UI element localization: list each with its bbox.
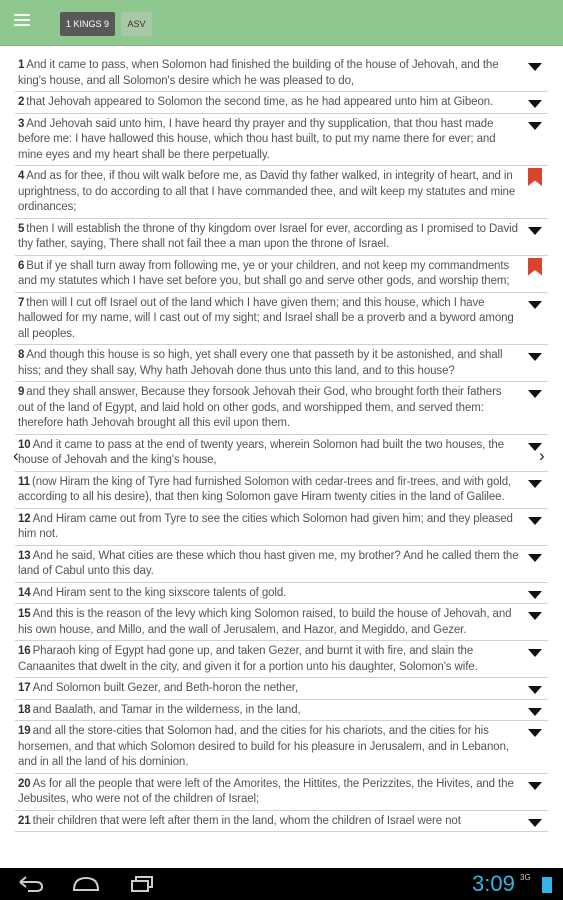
verse-row[interactable]	[15, 219, 548, 256]
expand-triangle-icon[interactable]	[528, 517, 542, 525]
verse-text: And this is the reason of the levy which king Solomon raised, to build the house of Jehovah, and his own house, and Millo, and the wall of Jerusalem, and Hazor, and Megiddo, and Gezer.	[18, 608, 512, 636]
verse-text: And Hiram sent to the king sixscore talents of gold.	[32, 586, 287, 599]
verse-number: 16	[18, 645, 31, 657]
verse-number: 10	[18, 438, 31, 451]
verse-number: 20	[18, 777, 31, 790]
verse-text: then I will establish the throne of thy kingdom over Israel for ever, according as I promised to David thy father, saying, There shall not fail thee a man upon the throne of Israel.	[18, 222, 518, 250]
verse-text: that Jehovah appeared to Solomon the second time, as he had appeared unto him at Gibeon.	[26, 96, 494, 108]
verse-text: And Hiram came out from Tyre to see the cities which Solomon had given him; and they pleased him not.	[18, 512, 513, 540]
verse-number: 15	[18, 608, 31, 620]
verse-text: And though this house is so high, yet shall every one that passeth by it be astonished, and shall hiss; and they shall say, Why hath Jehovah done thus unto this land, and to this house?	[18, 349, 503, 377]
home-icon[interactable]	[72, 876, 100, 892]
verse-row[interactable]	[15, 700, 548, 722]
verse-number: 2	[18, 96, 25, 108]
status-clock: 3:09	[472, 871, 515, 896]
verse-text: And it came to pass at the end of twenty years, wherein Solomon had built the two houses, the house of Jehovah and the king's house,	[18, 438, 505, 466]
verse-text: Pharaoh king of Egypt had gone up, and taken Gezer, and burnt it with fire, and slain the Canaanites that dwelt in the city, and given it for a portion unto his daughter, Solomon's wife.	[18, 645, 478, 673]
app-header	[0, 0, 563, 46]
verse-number: 9	[18, 386, 25, 398]
verse-number: 19	[18, 725, 31, 737]
verse-text: And it came to pass, when Solomon had finished the building of the house of Jehovah, and the king's house, and all Solomon's desire which he was pleased to do,	[18, 59, 499, 87]
verse-row[interactable]	[15, 641, 548, 678]
verse-number: 21	[18, 814, 31, 827]
expand-triangle-icon[interactable]	[528, 782, 542, 790]
verse-row[interactable]	[15, 678, 548, 700]
expand-triangle-icon[interactable]	[528, 301, 542, 309]
verse-text: (now Hiram the king of Tyre had furnished Solomon with cedar-trees and fir-trees, and with gold, according to all his desire), that then king Solomon gave Hiram twenty cities in the land of Galilee.	[18, 475, 512, 503]
version-selector[interactable]: ASV	[121, 12, 152, 36]
signal-indicator: 3G	[520, 873, 531, 882]
verse-row[interactable]	[15, 293, 548, 346]
verse-text: then will I cut off Israel out of the land which I have given them; and this house, which I have hallowed for my name, will I cast out of my sight; and Israel shall be a proverb and a byword among all peoples.	[18, 296, 514, 340]
verse-row[interactable]	[15, 546, 548, 583]
expand-triangle-icon[interactable]	[528, 649, 542, 657]
expand-triangle-icon[interactable]	[528, 227, 542, 235]
expand-triangle-icon[interactable]	[528, 353, 542, 361]
verse-row[interactable]	[15, 166, 548, 219]
verse-number: 4	[18, 170, 25, 182]
hamburger-menu-icon[interactable]	[14, 14, 30, 28]
verse-row[interactable]	[15, 604, 548, 641]
verse-list	[15, 55, 548, 868]
verse-row[interactable]	[15, 55, 548, 92]
expand-triangle-icon[interactable]	[528, 819, 542, 827]
expand-triangle-icon[interactable]	[528, 686, 542, 694]
verse-row[interactable]	[15, 114, 548, 167]
verse-number: 7	[18, 296, 25, 309]
verse-text: As for all the people that were left of the Amorites, the Hittites, the Perizzites, the Hivites, and the Jebusites, who were not of the children of Israel;	[18, 777, 514, 805]
verse-row[interactable]	[15, 721, 548, 774]
expand-triangle-icon[interactable]	[528, 554, 542, 562]
expand-triangle-icon[interactable]	[528, 390, 542, 398]
verse-number: 11	[18, 475, 30, 488]
verse-number: 14	[18, 586, 31, 599]
verse-text: and Baalath, and Tamar in the wilderness, in the land,	[32, 703, 301, 716]
expand-triangle-icon[interactable]	[528, 100, 542, 108]
verse-text: But if ye shall turn away from following me, ye or your children, and not keep my commandments and my statutes which I have set before you, but shall go and serve other gods, and worship them;	[18, 259, 510, 287]
system-navigation-bar	[0, 868, 563, 900]
verse-number: 13	[18, 549, 31, 562]
verse-row[interactable]	[15, 345, 548, 382]
verse-row[interactable]	[15, 509, 548, 546]
verse-row[interactable]	[15, 382, 548, 435]
verse-text: And Jehovah said unto him, I have heard thy prayer and thy supplication, that thou hast made before me: I have hallowed this house, which thou hast built, to put my name there for ever; and mine eyes and my heart shall be there perpetually.	[18, 117, 496, 161]
verse-number: 17	[18, 682, 31, 694]
verse-text: and all the store-cities that Solomon had, and the cities for his chariots, and the cities for his horsemen, and that which Solomon desired to build for his pleasure in Jerusalem, and in Lebanon, and in all the land of his dominion.	[18, 725, 509, 768]
verse-row[interactable]	[15, 472, 548, 509]
verse-text: And he said, What cities are these which thou hast given me, my brother? And he called them the land of Cabul unto this day.	[18, 549, 519, 577]
expand-triangle-icon[interactable]	[528, 480, 542, 488]
verse-row[interactable]	[15, 92, 548, 114]
next-chapter-arrow-icon[interactable]: ›	[539, 446, 545, 465]
verse-number: 1	[18, 59, 25, 71]
verse-text: And as for thee, if thou wilt walk before me, as David thy father walked, in integrity of heart, and in uprightness, to do according to all that I have commanded thee, and wilt keep my statutes and mine ordinances;	[18, 170, 516, 213]
bookmark-icon[interactable]	[528, 168, 542, 186]
verse-row[interactable]	[15, 583, 548, 605]
verse-number: 8	[18, 349, 25, 361]
expand-triangle-icon[interactable]	[528, 612, 542, 620]
verse-number: 5	[18, 222, 25, 235]
expand-triangle-icon[interactable]	[528, 63, 542, 71]
verse-row[interactable]	[15, 256, 548, 293]
verse-row[interactable]	[15, 774, 548, 811]
expand-triangle-icon[interactable]	[528, 591, 542, 599]
previous-chapter-arrow-icon[interactable]: ‹	[13, 446, 19, 465]
verse-number: 6	[18, 259, 25, 272]
battery-icon	[542, 877, 552, 893]
book-chapter-selector[interactable]: 1 KINGS 9	[60, 12, 115, 36]
verse-number: 18	[18, 703, 31, 716]
recent-apps-icon[interactable]	[130, 876, 154, 892]
back-icon[interactable]	[18, 876, 44, 892]
expand-triangle-icon[interactable]	[528, 708, 542, 716]
expand-triangle-icon[interactable]	[528, 729, 542, 737]
expand-triangle-icon[interactable]	[528, 122, 542, 130]
verse-row[interactable]	[15, 811, 548, 833]
verse-text: And Solomon built Gezer, and Beth-horon the nether,	[32, 682, 298, 694]
verse-number: 12	[18, 512, 31, 525]
verse-row[interactable]	[15, 435, 548, 472]
verse-number: 3	[18, 117, 25, 130]
verse-text: and they shall answer, Because they forsook Jehovah their God, who brought forth their fathers out of the land of Egypt, and laid hold on other gods, and worshipped them, and served them: therefore hath Jehovah brought all this evil upon them.	[18, 386, 502, 429]
verse-text: their children that were left after them in the land, whom the children of Israel were not	[32, 814, 461, 827]
bookmark-icon[interactable]	[528, 258, 542, 276]
